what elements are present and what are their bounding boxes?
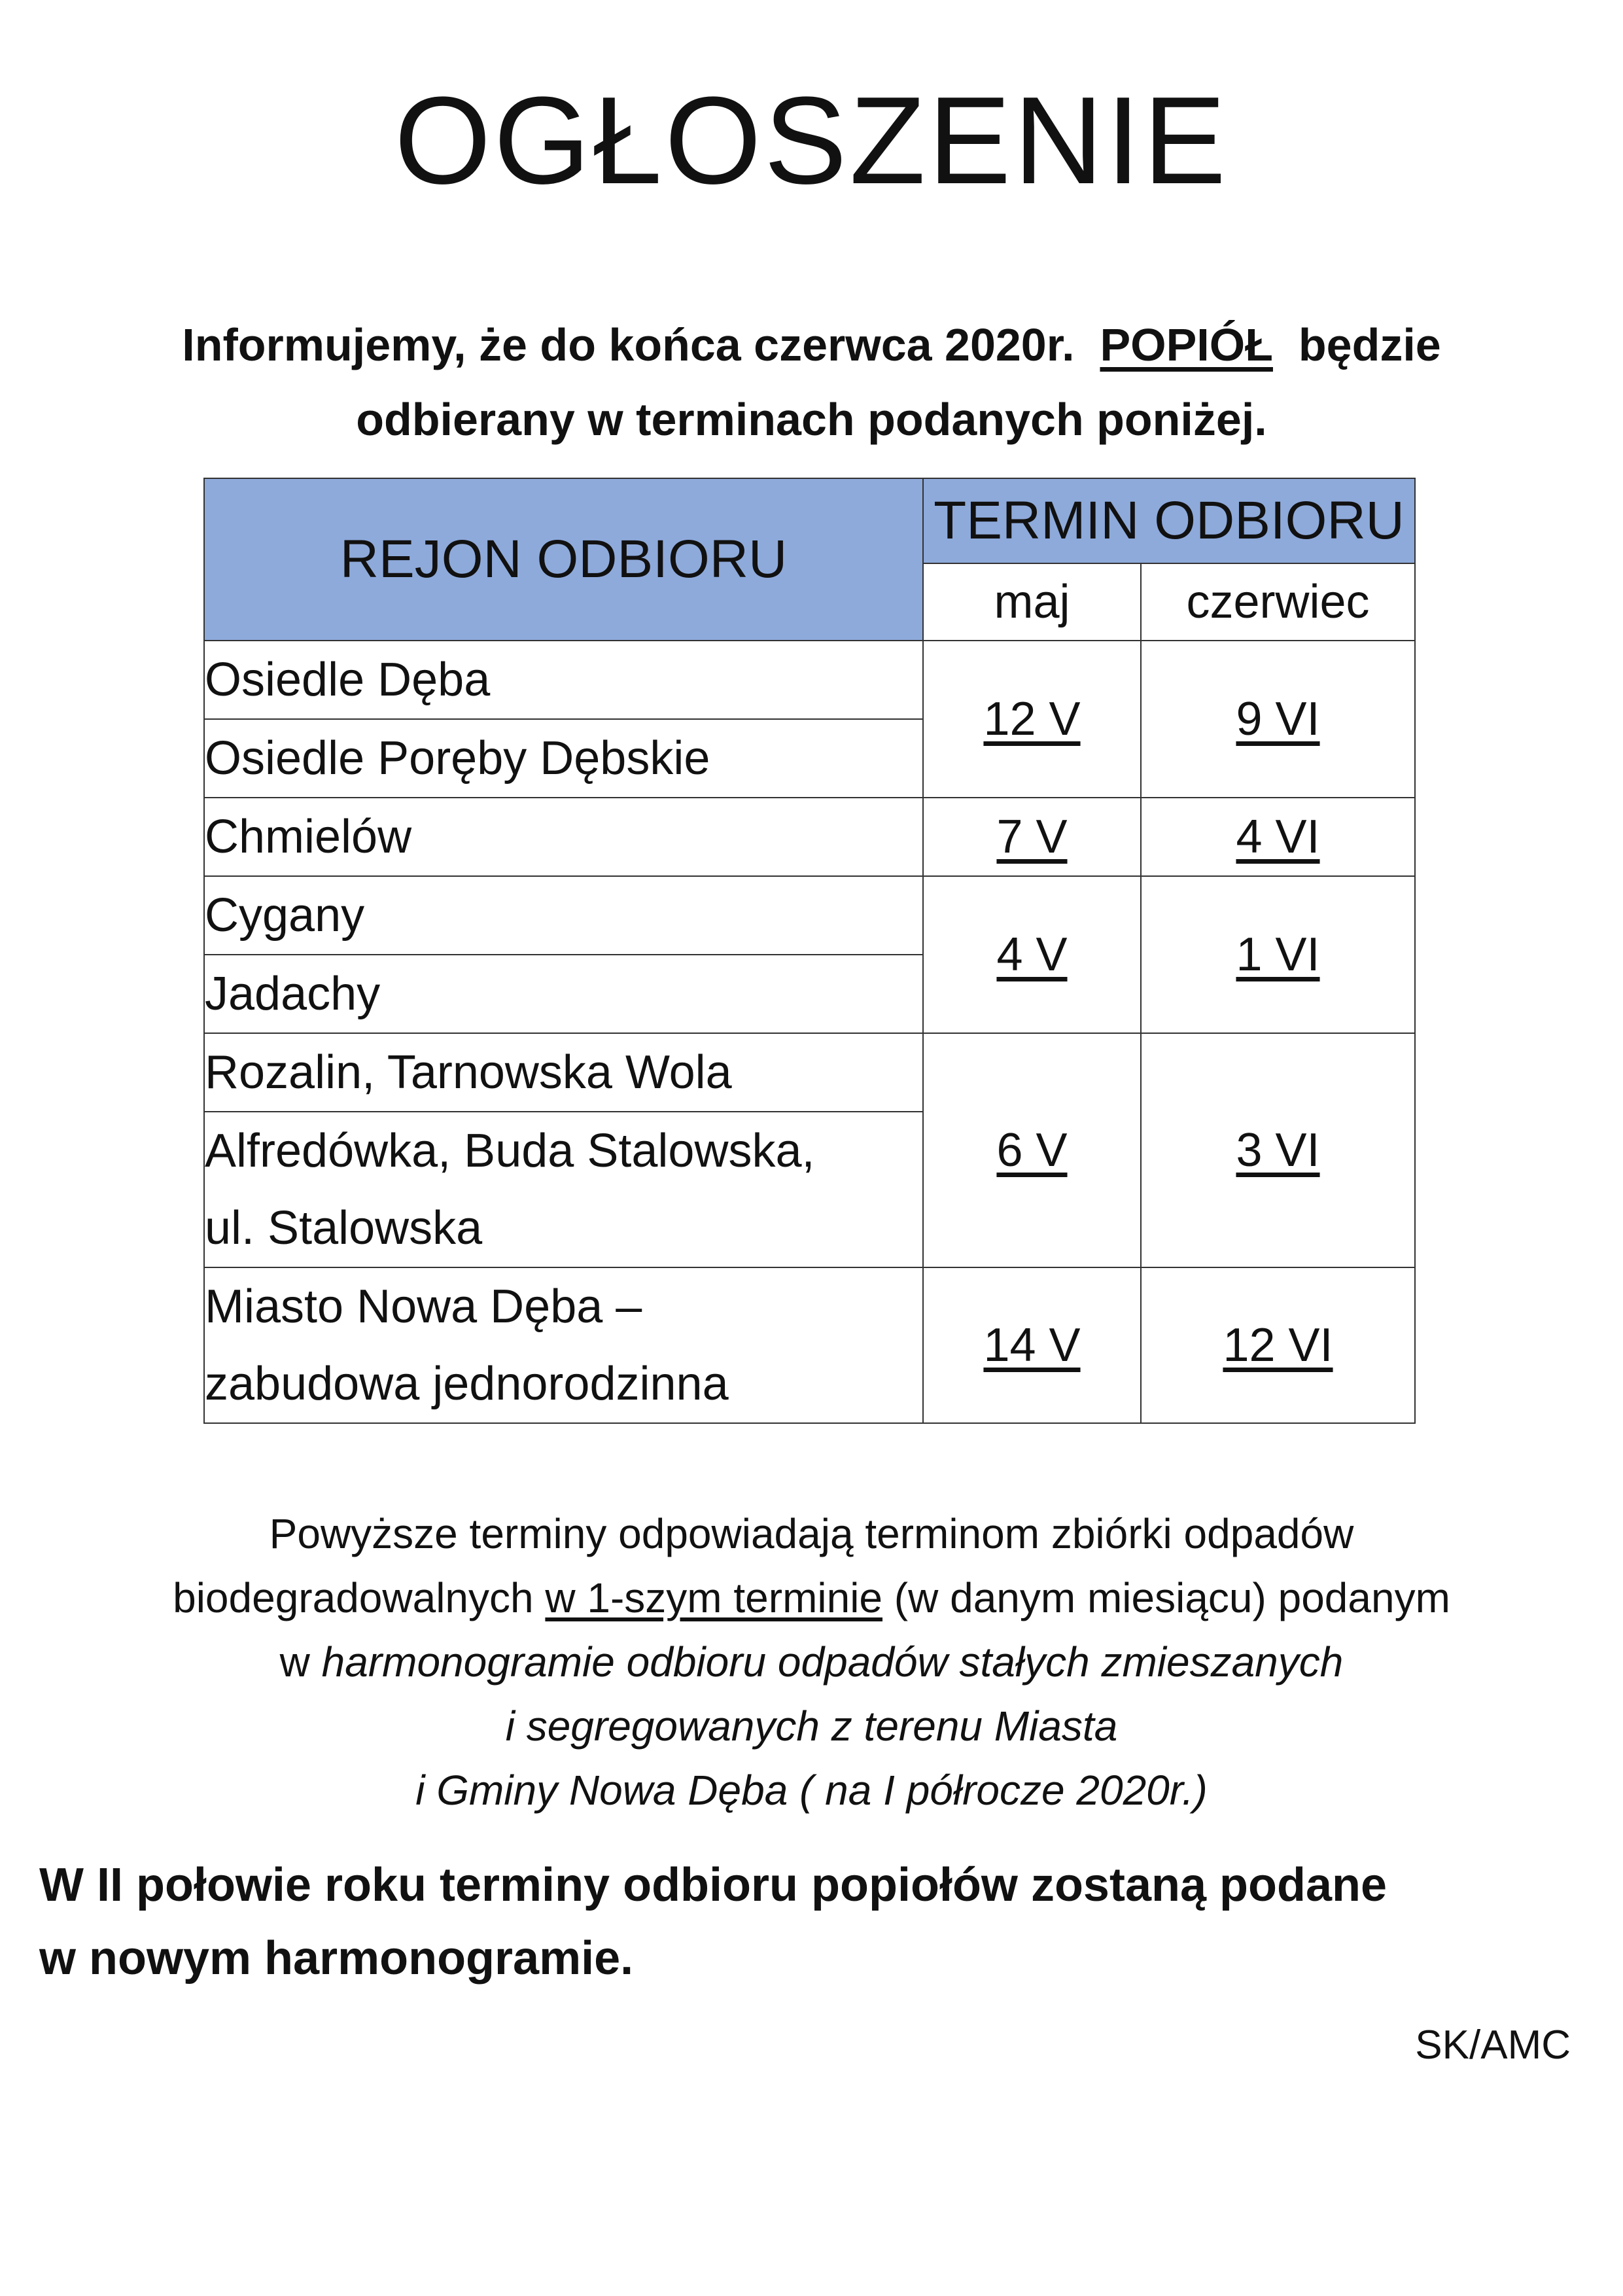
note-line4: i segregowanych z terenu Miasta <box>505 1703 1118 1750</box>
intro-text <box>79 308 1544 457</box>
area-line: ul. Stalowska <box>205 1202 483 1254</box>
date-june-cell <box>1141 876 1415 1033</box>
area-cell: Osiedle Poręby Dębskie <box>204 719 923 798</box>
month-june-header: czerwiec <box>1141 563 1415 641</box>
area-cell: Jadachy <box>204 955 923 1033</box>
date-june: 9 VI <box>1236 693 1320 745</box>
intro-line2: odbierany w terminach podanych poniżej. <box>356 394 1267 445</box>
closing-line2: w nowym harmonogramie. <box>39 1932 634 1985</box>
schedule-table <box>203 478 1416 1424</box>
date-june-cell <box>1141 798 1415 876</box>
table-row <box>204 876 1415 955</box>
table-row <box>204 1267 1415 1423</box>
date-june-cell <box>1141 1033 1415 1267</box>
note-line1: Powyższe terminy odpowiadają terminom zbiórki odpadów <box>269 1510 1354 1557</box>
date-may: 4 V <box>996 928 1068 981</box>
region-header: REJON ODBIORU <box>204 478 923 641</box>
note-line5: i Gminy Nowa Dęba ( na I półrocze 2020r.) <box>415 1767 1208 1814</box>
area-line: Alfredówka, Buda Stalowska, <box>205 1125 815 1177</box>
note-text <box>65 1502 1558 1822</box>
table-row <box>204 1033 1415 1112</box>
date-may-cell <box>923 641 1141 798</box>
signature: SK/AMC <box>1415 2022 1571 2068</box>
date-june-cell <box>1141 641 1415 798</box>
date-may-cell <box>923 1267 1141 1423</box>
table-row <box>204 798 1415 876</box>
area-cell: Rozalin, Tarnowska Wola <box>204 1033 923 1112</box>
intro-part2: będzie <box>1298 319 1441 370</box>
area-cell <box>204 1112 923 1267</box>
date-may: 14 V <box>983 1319 1081 1371</box>
date-june-cell <box>1141 1267 1415 1423</box>
note-line3-a: w <box>279 1638 310 1686</box>
date-june: 12 VI <box>1223 1319 1333 1371</box>
date-may: 6 V <box>996 1124 1068 1176</box>
date-may-cell <box>923 798 1141 876</box>
area-cell <box>204 1267 923 1423</box>
note-line2-underlined: w 1-szym terminie <box>545 1574 883 1621</box>
area-cell: Chmielów <box>204 798 923 876</box>
note-line2-b: (w danym miesiącu) podanym <box>894 1574 1450 1621</box>
date-may: 12 V <box>983 693 1081 745</box>
note-line2-a: biodegradowalnych <box>173 1574 534 1621</box>
date-may-cell <box>923 1033 1141 1267</box>
note-line3-italic: harmonogramie odbioru odpadów stałych zmieszanych <box>321 1638 1344 1686</box>
area-line: zabudowa jednorodzinna <box>205 1358 729 1410</box>
date-may: 7 V <box>996 811 1068 863</box>
table-row <box>204 641 1415 719</box>
date-may-cell <box>923 876 1141 1033</box>
area-cell: Osiedle Dęba <box>204 641 923 719</box>
date-june: 4 VI <box>1236 811 1320 863</box>
intro-keyword: POPIÓŁ <box>1100 319 1273 370</box>
date-june: 3 VI <box>1236 1124 1320 1176</box>
area-line: Miasto Nowa Dęba – <box>205 1280 642 1333</box>
closing-line1: W II połowie roku terminy odbioru popiołów zostaną podane <box>39 1859 1387 1911</box>
term-header: TERMIN ODBIORU <box>923 478 1415 563</box>
area-cell: Cygany <box>204 876 923 955</box>
table-header-row <box>204 478 1415 563</box>
closing-text <box>39 1848 1544 1995</box>
month-may-header: maj <box>923 563 1141 641</box>
intro-part1: Informujemy, że do końca czerwca 2020r. <box>182 319 1075 370</box>
page-title: OGŁOSZENIE <box>394 71 1229 210</box>
date-june: 1 VI <box>1236 928 1320 981</box>
